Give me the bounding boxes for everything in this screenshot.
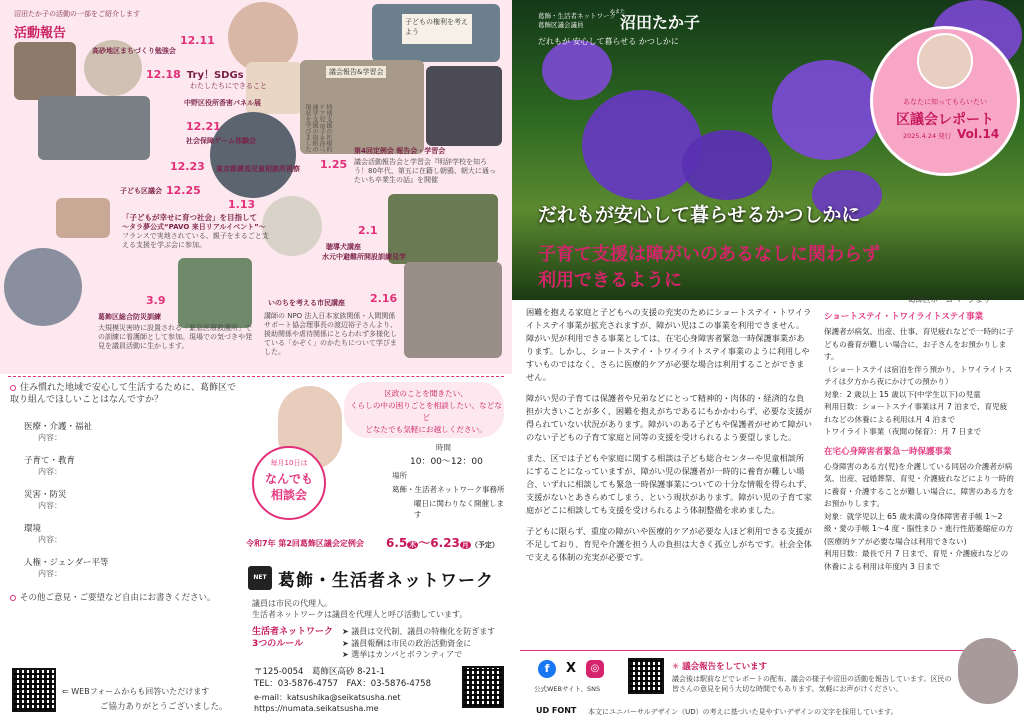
subheadline: 子育て支援は障がいのあるなしに関わらず 利用できるように [538, 244, 880, 291]
side2-title: 在宅心身障害者緊急一時保護事業 [824, 446, 952, 457]
event-title-1225: 子ども区議会 [120, 187, 162, 195]
badge-date: 2025.4.24 発行 [903, 132, 952, 140]
answer-item[interactable]: 災害・防災 内容： [24, 490, 67, 510]
photo-children [56, 198, 110, 238]
event-title: Try！SDGs [186, 70, 244, 81]
event-date-21: 2.1 [358, 224, 378, 237]
rule-item: ➤ 議員は交代制、議員の特権化を防ぎます [342, 627, 496, 636]
event-title-125: 第4回定例会 報告会・学習会 [354, 147, 446, 155]
answer-list [24, 420, 240, 590]
event-note-216: 講師の NPO 法人日本家族関係・人間関係サポート協会理事長の渡辺裕子さんより、援助関係や虐待関係にとらわれず多様化している「かぞく」のかたちについて学びました。 [264, 312, 397, 356]
paragraph: 子どもに限らず、重度の障がいや医療的ケアが必要な人ほど利用できる支援が不足しており、育児や介護を担う人の負担は大きく孤立しがちです。社会全体で支える体制の充実が必要です。 [526, 526, 812, 562]
paragraph: 困難を抱える家庭と子どもへの支援の充実のためにショートステイ・トワイライトステイ事業が拡充されますが、障がい児はこの事業を利用できません。障がい児が利用できる事業としては、在宅心身障害者緊急一時保護事業があります。しかし、ショートステイ・トワイライトステイ事業のように利用しやすいものではなく、さらに医療的ケアが必要な場合は利用することができません。 [526, 307, 812, 382]
event-date-1223: 12.23 [170, 160, 205, 173]
phone-fax: TEL：03-5876-4757 FAX：03-5876-4758 [254, 679, 431, 689]
divider [8, 376, 504, 377]
event-note-125: 議会活動報告会と学習会『明辞学校を知ろう！80年代、第五に在籍し朝鴉、朝大に通ったいち卒業生の話』を開催 [354, 158, 496, 184]
right-page [512, 0, 1024, 724]
avatar [917, 33, 973, 89]
photo-speech [958, 638, 1018, 704]
question-text: 住み慣れた地域で安心して生活するために、葛飾区で取り組んでほしいことはなんですか？ [10, 383, 237, 405]
consult-badge: 毎月10日は なんでも 相談会 [252, 446, 326, 520]
questionnaire [10, 382, 240, 406]
answer-item[interactable]: 医療・介護・福祉 内容： [24, 422, 93, 442]
consult-box [244, 380, 508, 528]
social-links [538, 660, 604, 678]
photo-nurse [178, 258, 252, 328]
event-title-1223: 東京都練馬児童相談所視察 [216, 165, 300, 173]
website-link[interactable]: https://numata.seikatsusha.me [254, 704, 379, 713]
consult-holiday: 曜日に関わりなく開催します [414, 499, 504, 519]
source-note: 葛飾区ホームページより [908, 295, 991, 304]
photo-board [372, 4, 500, 62]
councilor-name: 沼田たか子 [620, 13, 701, 32]
session-dates: 6.5 木 ～6.23 月 （予定） [386, 536, 499, 550]
org-logo-icon: NET [248, 566, 272, 590]
photo-game [210, 112, 296, 198]
facebook-icon[interactable]: f [538, 660, 556, 678]
postal-address: 〒125-0054 葛飾区高砂 8-21-1 [254, 667, 385, 677]
photo-lecture [426, 66, 502, 146]
rule-item: ➤ 議員報酬は市民の政治活動資金に [342, 638, 472, 648]
iris-flower [582, 90, 702, 200]
report-title: ✳ 議会報告をしています [672, 662, 768, 672]
website-qr[interactable] [462, 666, 504, 708]
other-note: その他ご意見・ご要望など自由にお書きください。 [10, 592, 216, 604]
bullet-icon [10, 385, 16, 391]
org-lines: 葛飾・生活者ネットワーク 葛飾区議会議員 [538, 12, 616, 29]
contact [254, 666, 431, 690]
event-date-125: 1.25 [320, 158, 348, 171]
paragraph: 障がい児の子育ては保護者や兄弟などにとって精神的・肉体的・経済的な負担が大きいことが多く、困難を抱えがちであるにもかかわらず、必要な支援が得られていない状況があります。障がいのある子どもや保護者がせめて障がいのない子どもの子育て家庭と同等の支援を受けられるよう要望しました。 [526, 393, 812, 442]
side1-title: ショートステイ・トワイライトステイ事業 [824, 312, 984, 322]
board-text: 子どもの権利を考えよう [402, 14, 472, 44]
badge-title: 区議会レポート [896, 112, 994, 128]
thanks-text: ご協力ありがとうございました。 [100, 702, 228, 712]
event-1211 [180, 34, 215, 47]
photo-meeting [14, 42, 76, 100]
photo-citizen-lecture [404, 262, 502, 358]
event-title-113: 「子どもが幸せに育つ社会」を目指して [122, 213, 257, 222]
iris-flower [542, 40, 612, 100]
x-icon[interactable]: X [565, 661, 577, 676]
ud-font-logo: UD FONT [536, 706, 577, 715]
report-meeting-sign: 議会報告&学習会 [326, 66, 386, 78]
event-title-39: 葛飾区総合防災訓練 [98, 313, 161, 321]
event-date-1221: 12.21 [186, 120, 221, 133]
badge-sub: あなたに知ってもらいたい [903, 98, 987, 106]
event-sub-21: 水元中避難所開設訓練見学 [322, 253, 406, 261]
consult-time: 10：00～12：00 [410, 457, 483, 467]
activity-intro: 沼田たか子の活動の一部をご紹介します [14, 10, 140, 18]
report-text: 議会後は駅前などでレポートの配布、議会の様子や沼田の活動を報告しています。区民の皆さんの意見を伺う大切な時間でもあります。気軽にお声がけください。 [672, 675, 952, 693]
footer-divider [520, 650, 1016, 651]
consult-place: 葛飾・生活者ネットワーク事務所 [392, 485, 505, 494]
photo-group [38, 96, 150, 160]
sns-label: 公式WEBサイト、SNS [534, 685, 601, 693]
mid-note: 特別支援の医療的ケア児 母子を待つ通学支援の取組の現状を学びました [304, 104, 332, 154]
photo-drill [4, 248, 82, 326]
activity-title: 活動報告 [14, 26, 67, 41]
ud-font-note: 本文にユニバーサルデザイン（UD）の考えに基づいた見やすいデザインの文字を採用しています。 [588, 708, 898, 716]
consult-time-label: 時間 [436, 443, 451, 452]
email-link[interactable]: e-mail：katsushika@seikatsusha.net [254, 693, 401, 702]
event-date-216: 2.16 [370, 292, 398, 305]
consult-intro: 区政のことを聞きたい、 くらしの中の困りごとを相談したい、などなど どなたでも気軽にお越しください。 [350, 389, 502, 434]
event-date-113: 1.13 [228, 198, 256, 211]
event-date-1225: 12.25 [166, 184, 201, 197]
org-desc: 議員は市民の代理人。 生活者ネットワークは議員を代理人と呼び活動しています。 [252, 599, 468, 619]
event-sub: わたしたちにできること [190, 82, 267, 90]
badge-vol: Vol.14 [957, 127, 1000, 141]
event-title: 高砂地区まちづくり勉強会 [92, 47, 176, 55]
answer-item[interactable]: 環境 内容： [24, 524, 62, 544]
paragraph: また、区では子どもや家庭に関する相談は子ども総合センターや児童相談所にすることになっていますが、障がい児の保護者が一時的に養育が難しい場合、いずれに相談しても緊急一時保護事業についての十分な情報を得られず、支援がないとあきらめてしまう、という現状があります。障がい児の子育て家庭がどこに相談しても支援を受けられるよう体制整備を求めました。 [526, 453, 812, 515]
answer-item[interactable]: 子育て・教育 内容： [24, 456, 76, 476]
instagram-icon[interactable]: ◎ [586, 660, 604, 678]
name-ruby: ぬまた [610, 9, 626, 15]
event-title-21: 聴導犬講座 [326, 243, 361, 251]
web-contact [254, 692, 400, 714]
iris-flower [772, 60, 882, 160]
event-note: 中野区役所香害パネル展 [184, 99, 261, 107]
event-title-216: いのちを考える市民講座 [268, 299, 345, 307]
sns-qr[interactable] [628, 658, 664, 694]
event-date: 12.18 [146, 68, 181, 81]
bullet-icon [10, 595, 16, 601]
web-form-note[interactable]: ⇐ WEBフォームからも回答いただけます [62, 687, 210, 696]
answer-item[interactable]: 人権・ジェンダー平等 内容： [24, 558, 109, 578]
side-panel: ショートステイ・トワイライトステイ事業 保護者が病気、出産、仕事、育児疲れなどで一時的に子どもの養育が難しい場合に、お子さんをお預かりします。 （ショートステイは宿泊を伴う預かり、トワイライトステイは夕方から夜にかけての預かり） 対象：2 歳以上 15 歳以下(中学生以下)の児童 利用日数：ショートステイ事業は月 7 泊まで、育児疲れなどの休養による利用は月 4 泊まで トワイライト事業（夜間の保育）：月 7 日まで 在宅心身障害者緊急一時保護事業 心身障害のある方(児)を介護している同居の介護者が病気、出産、冠婚葬祭、育児・介護疲れなどにより一時的に養育・介護することが難しい場合に、障害のある方をお預かりします。 対象：就学児以上 65 歳未満の身体障害者手帳 1～2 級・愛の手帳 1～4 度・脳性まひ・進行性筋萎縮症の方 (医療的ケアが必要な場合は利用できない) 利用日数：最長で月 7 日まで、育児・介護疲れなどの休養による利用は年度内 3 日まで [824, 312, 1014, 571]
rules-list [342, 626, 495, 661]
rule-item: ➤ 選挙はカンパとボランティアで [342, 650, 463, 659]
rules-title: 生活者ネットワーク 3つのルール [252, 627, 334, 649]
session-name: 令和7年 第2回葛飾区議会定例会 [246, 539, 364, 548]
event-date-39: 3.9 [146, 294, 166, 307]
article-body [526, 306, 812, 564]
iris-flower [682, 130, 772, 200]
consult-place-label: 場所 [392, 471, 407, 480]
event-sub-113: ～タラ夢公式“PAVO 来日リアルイベント”～ [122, 223, 266, 231]
web-form-qr[interactable] [12, 668, 56, 712]
event-1218 [146, 66, 244, 81]
org-name: 葛飾・生活者ネットワーク [278, 571, 494, 591]
event-note-113: フランスで実地されている、親子をまるごと支える支援を学ぶ会に参加。 [122, 232, 269, 249]
event-date: 12.11 [180, 34, 215, 47]
tagline: だれもが 安心して暮らせる かつしかに [538, 37, 679, 46]
event-title-1221: 社会保障ゲーム体験会 [186, 137, 256, 145]
event-note-39: 大規模災害時に設置される「緊急医療救護所」での訓練に看護師として参加。現場での気づきや発見を議員活動に生かします。 [98, 324, 252, 350]
hero-headline: だれもが安心して暮らせるかつしかに [538, 204, 861, 226]
report-badge [870, 26, 1020, 176]
